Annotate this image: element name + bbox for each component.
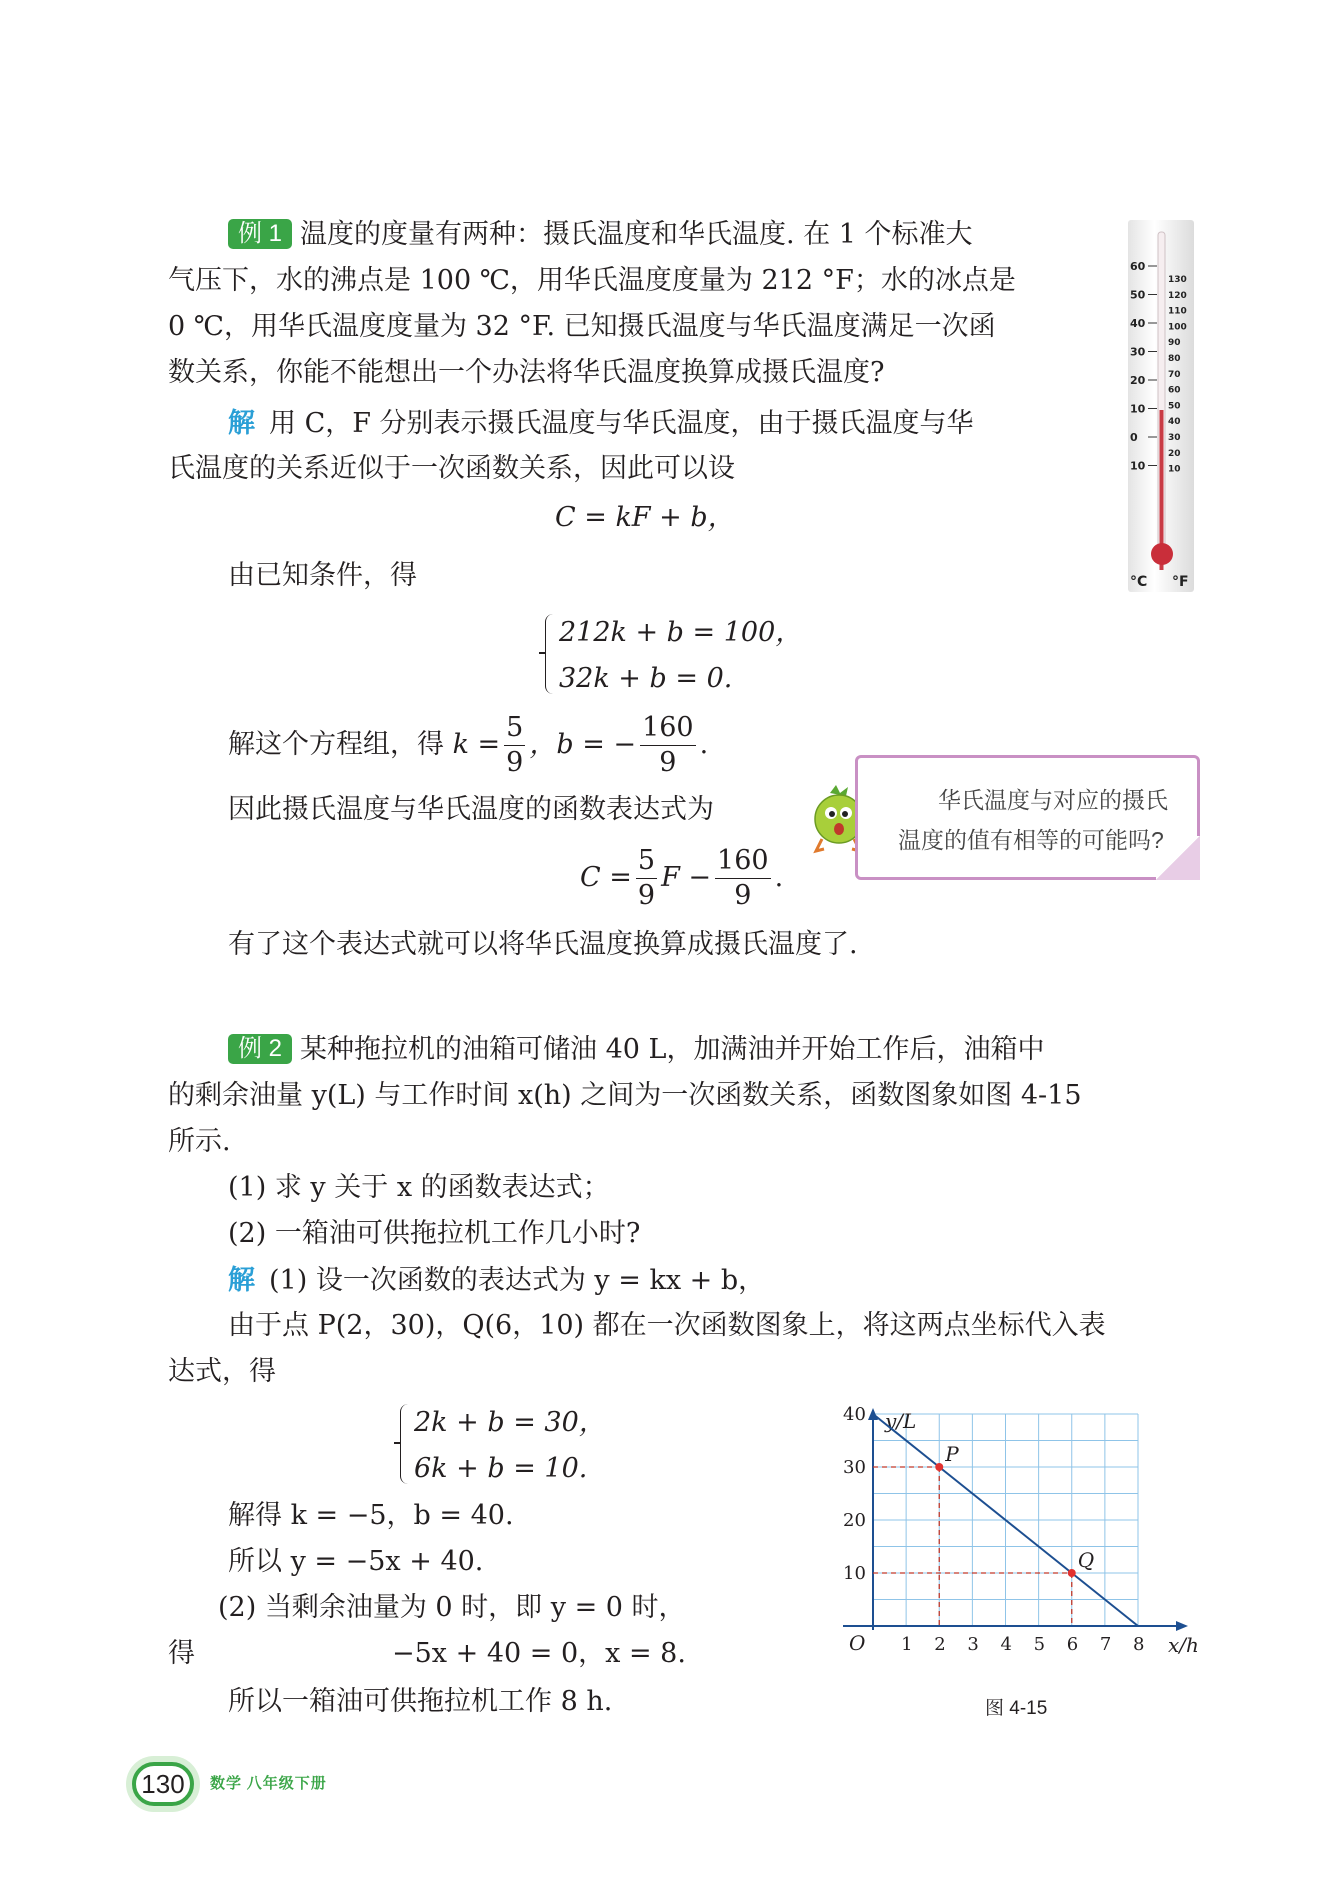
x-axis-arrow — [1176, 1621, 1188, 1631]
speech-bubble — [855, 755, 1200, 880]
given-conditions: 由已知条件，得 — [228, 560, 417, 591]
thermometer-icon — [1128, 220, 1194, 592]
expr-num-2: 160 — [715, 844, 771, 879]
example1-line4: 数关系，你能不能想出一个办法将华氏温度换算成摄氏温度? — [168, 357, 885, 388]
y-tick-label: 30 — [843, 1457, 866, 1478]
solution-label: 解 — [228, 408, 255, 438]
bubble-text: 华氏温度与对应的摄氏温度的值有相等的可能吗? — [898, 787, 1168, 853]
point-P — [935, 1463, 943, 1471]
example1-text-1: 温度的度量有两种：摄氏温度和华氏温度. 在 1 个标准大 — [300, 219, 973, 250]
b-denominator: 9 — [659, 747, 677, 778]
fahrenheit-tick-label: 100 — [1168, 322, 1187, 333]
example1-line2: 气压下，水的沸点是 100 ℃，用华氏温度度量为 212 °F；水的冰点是 — [168, 265, 1016, 296]
k-denominator: 9 — [506, 747, 524, 778]
example1-line1 — [228, 215, 973, 255]
b-label: ，b = − — [529, 729, 637, 760]
result-1: 解得 k = −5，b = 40. — [228, 1500, 514, 1531]
solve-prefix: 解这个方程组，得 — [228, 729, 444, 760]
b-numerator: 160 — [640, 711, 696, 746]
fahrenheit-tick-label: 110 — [1168, 306, 1187, 317]
x-tick-label: 4 — [1000, 1634, 1012, 1655]
fahrenheit-tick-label: 120 — [1168, 290, 1187, 301]
fuel-chart — [820, 1400, 1210, 1680]
celsius-tick-label: 40 — [1130, 317, 1146, 330]
fahrenheit-unit: °F — [1172, 574, 1189, 590]
page-number: 130 — [132, 1762, 194, 1806]
expr-num-1: 5 — [636, 844, 657, 879]
celsius-tick-label: 60 — [1130, 260, 1146, 273]
brace-1 — [545, 614, 554, 694]
expr-fraction-2 — [715, 844, 771, 913]
celsius-tick-label: 20 — [1130, 374, 1146, 387]
x-tick-label: 2 — [934, 1634, 946, 1655]
example2-text-1: 某种拖拉机的油箱可储油 40 L，加满油并开始工作后，油箱中 — [300, 1034, 1045, 1065]
question-2: (2) 一箱油可供拖拉机工作几小时? — [228, 1218, 641, 1249]
celsius-tick-label: 10 — [1130, 459, 1146, 473]
example2-sol-2: 由于点 P(2，30)，Q(6，10) 都在一次函数图象上，将这两点坐标代入表 — [228, 1310, 1106, 1341]
expr-end: . — [774, 862, 784, 893]
y-axis-label: y/L — [885, 1409, 917, 1433]
x-tick-label: 8 — [1133, 1634, 1145, 1655]
expr-c: C = — [580, 862, 632, 893]
example2-sol-1: (1) 设一次函数的表达式为 y = kx + b， — [269, 1265, 766, 1296]
y-tick-label: 20 — [843, 1510, 866, 1531]
point-Q — [1068, 1569, 1076, 1577]
k-numerator: 5 — [504, 711, 525, 746]
equation-system-1 — [545, 610, 802, 702]
x-tick-label: 1 — [901, 1634, 913, 1655]
celsius-tick-label: 50 — [1130, 288, 1146, 302]
solve-line — [228, 705, 708, 785]
y-tick-label: 10 — [843, 1563, 866, 1584]
part-2b-label: 得 — [168, 1638, 195, 1669]
fahrenheit-tick-label: 20 — [1168, 448, 1181, 459]
fahrenheit-tick-label: 10 — [1168, 464, 1181, 475]
fahrenheit-tick-label: 40 — [1168, 417, 1181, 428]
k-label: k = — [452, 729, 501, 760]
system2-eq2: 6k + b = 10. — [414, 1453, 588, 1484]
system1-eq1: 212k + b = 100， — [559, 617, 803, 648]
system1-eq2: 32k + b = 0. — [559, 663, 733, 694]
example2-line1 — [228, 1030, 1044, 1070]
expr-f: F − — [661, 862, 712, 893]
point-label-P: P — [945, 1442, 959, 1466]
expr-den-2: 9 — [734, 880, 752, 911]
celsius-expression — [580, 838, 783, 918]
solve-end: . — [699, 729, 709, 760]
x-axis-label: x/h — [1168, 1633, 1199, 1657]
solution-text-1: 用 C，F 分别表示摄氏温度与华氏温度，由于摄氏温度与华 — [269, 408, 974, 439]
fahrenheit-tick-label: 90 — [1168, 338, 1181, 349]
equation-system-2 — [400, 1400, 606, 1492]
example1-solution-line2: 氏温度的关系近似于一次函数关系，因此可以设 — [168, 453, 735, 484]
fahrenheit-tick-label: 30 — [1168, 433, 1181, 443]
example2-solution-line1 — [228, 1260, 765, 1301]
example1-line3: 0 ℃，用华氏温度度量为 32 °F. 已知摄氏温度与华氏温度满足一次函 — [168, 311, 996, 342]
fahrenheit-tick-label: 70 — [1168, 369, 1181, 380]
x-tick-label: 3 — [967, 1634, 979, 1655]
k-fraction — [504, 711, 525, 780]
x-tick-label: 7 — [1099, 1634, 1112, 1655]
example2-sol-3: 达式，得 — [168, 1356, 276, 1387]
fahrenheit-tick-label: 60 — [1168, 385, 1181, 396]
result-2: 所以 y = −5x + 40. — [228, 1546, 484, 1577]
example1-badge: 例 1 — [228, 219, 292, 249]
fahrenheit-tick-label: 130 — [1168, 275, 1187, 285]
figure-caption: 图 4-15 — [985, 1698, 1048, 1719]
origin-label: O — [849, 1631, 866, 1655]
x-tick-label: 5 — [1033, 1634, 1046, 1655]
question-1: (1) 求 y 关于 x 的函数表达式； — [228, 1172, 610, 1203]
point-label-Q: Q — [1077, 1548, 1095, 1572]
example2-line2: 的剩余油量 y(L) 与工作时间 x(h) 之间为一次函数关系，函数图象如图 4-15 — [168, 1080, 1082, 1111]
system2-eq1: 2k + b = 30， — [414, 1407, 606, 1438]
fahrenheit-tick-label: 50 — [1168, 401, 1181, 412]
part-2: (2) 当剩余油量为 0 时，即 y = 0 时， — [218, 1592, 686, 1623]
expr-intro: 因此摄氏温度与华氏温度的函数表达式为 — [228, 794, 714, 825]
celsius-tick-label: 30 — [1130, 345, 1146, 359]
example2-solution-label: 解 — [228, 1265, 255, 1295]
b-fraction — [640, 711, 696, 780]
celsius-unit: °C — [1130, 574, 1148, 590]
celsius-tick-label: 0 — [1130, 431, 1138, 444]
example2-line3: 所示. — [168, 1126, 231, 1157]
final-answer: 所以一箱油可供拖拉机工作 8 h. — [228, 1686, 613, 1717]
x-tick-label: 6 — [1066, 1634, 1079, 1655]
fahrenheit-tick-label: 80 — [1168, 354, 1181, 364]
thermometer-illustration — [1128, 220, 1194, 592]
example1-solution-line1 — [228, 403, 974, 444]
book-title: 数学 八年级下册 — [210, 1776, 327, 1792]
expr-den-1: 9 — [637, 880, 656, 911]
expr-fraction-1 — [636, 844, 657, 913]
brace-2 — [400, 1404, 409, 1484]
y-tick-label: 40 — [843, 1404, 866, 1425]
formula-general: C = kF + b， — [555, 502, 735, 533]
part-2b-equation: −5x + 40 = 0，x = 8. — [392, 1638, 686, 1669]
example1-conclusion: 有了这个表达式就可以将华氏温度换算成摄氏温度了. — [228, 929, 858, 960]
example2-badge: 例 2 — [228, 1034, 292, 1064]
celsius-tick-label: 10 — [1130, 402, 1146, 416]
